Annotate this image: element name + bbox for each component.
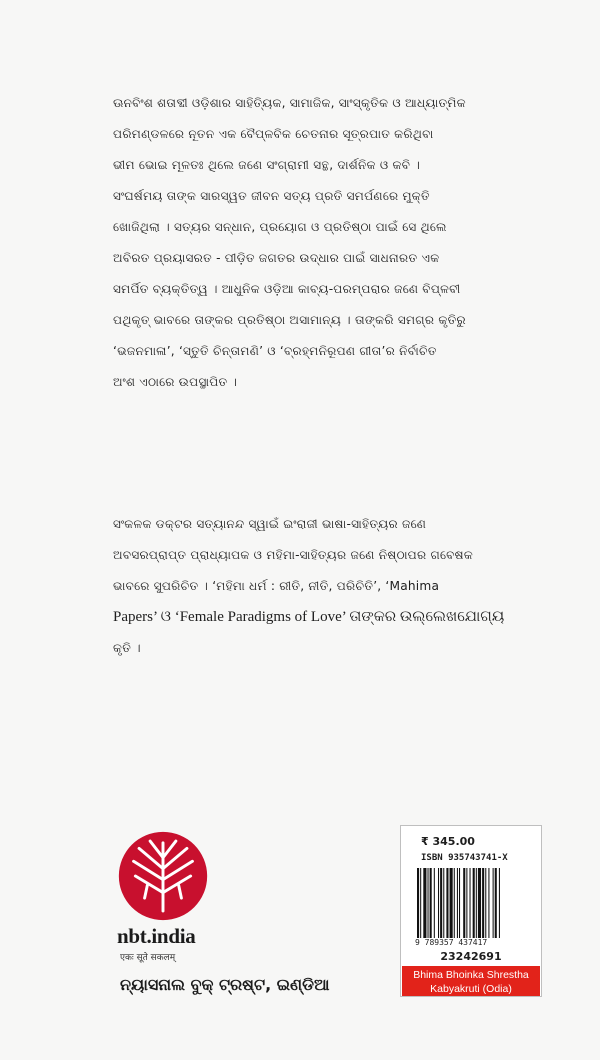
blurb-line: ପରିମଣ୍ଡଳରେ ନୂତନ ଏକ ବୈପ୍ଳବିକ ଚେତନାର ସୂତ୍ରପାତ କରିଥିବା [113,127,434,141]
barcode-icon [417,868,527,938]
title-strip [402,966,540,996]
blurb-line: ପଥିକୃତ୍ ଭାବରେ ତାଙ୍କର ପ୍ରତିଷ୍ଠା ଅସାମାନ୍ୟ । ତାଙ୍କରି ସମଗ୍ର କୃତିରୁ [113,313,466,327]
blurb-line: ଭୀମ ଭୋଇ ମୂଳତଃ ଥିଲେ ଜଣେ ସଂଗ୍ରାମୀ ସନ୍ଥ, ଦାର୍ଶନିକ ଓ କବି । [113,158,421,172]
blurb-line: ସଂଘର୍ଷମୟ ତାଙ୍କ ସାରସ୍ୱତ ଜୀବନ ସତ୍ୟ ପ୍ରତି ସମର୍ପଣରେ ମୁକ୍ତି [113,189,430,203]
book-code: 23242691 [440,950,502,963]
publisher-tagline: एकः सूते सकलम् [120,953,176,963]
blurb-paragraph [113,88,523,398]
compiler-line: ଭାବରେ ସୁପରିଚିତ । ‘ମହିମା ଧର୍ମ : ରୀତି, ନୀତି, ପରିଚିତି’, ‘Mahima [113,579,440,593]
blurb-line: ସମର୍ପିତ ବ୍ୟକ୍ତିତ୍ୱ । ଆଧୁନିକ ଓଡ଼ିଆ କାବ୍ୟ-ପରମ୍ପରାର ଜଣେ ବିପ୍ଳବୀ [113,282,461,296]
compiler-line: ଅବସରପ୍ରାପ୍ତ ପ୍ରାଧ୍ୟାପକ ଓ ମହିମା-ସାହିତ୍ୟର ଜଣେ ନିଷ୍ଠାପର ଗବେଷକ [113,548,474,562]
publisher-name: ନ୍ୟାସନାଲ ବୁକ୍ ଟ୍ରଷ୍ଟ, ଇଣ୍ଡିଆ [120,975,330,994]
barcode-digits: 9 789357 437417 [415,938,488,947]
price-label: ₹ 345.00 [421,835,475,848]
publisher-brand: nbt.india [117,924,196,948]
compiler-line: କୃତି । [113,641,141,655]
title-strip-line: Kabyakruti (Odia) [430,983,512,995]
title-strip-line: Bhima Bhoinka Shrestha [413,969,529,981]
blurb-line: ଊନବିଂଶ ଶତାବ୍ଦୀ ଓଡ଼ିଶାର ସାହିତ୍ୟିକ, ସାମାଜିକ, ସାଂସ୍କୃତିକ ଓ ଆଧ୍ୟାତ୍ମିକ [113,96,466,110]
blurb-line: ଅଂଶ ଏଠାରେ ଉପସ୍ଥାପିତ । [113,375,238,389]
blurb-line: ଖୋଜିଥିଲା । ସତ୍ୟର ସନ୍ଧାନ, ପ୍ରୟୋଗ ଓ ପ୍ରତିଷ୍ଠା ପାଇଁ ସେ ଥିଲେ [113,220,447,234]
compiler-line: Papers’ ଓ ‘Female Paradigms of Love’ ତାଙ୍କର ଉଲ୍ଲେଖଯୋଗ୍ୟ [113,609,505,625]
blurb-line: ଅବିରତ ପ୍ରୟାସରତ - ପୀଡ଼ିତ ଜଗତର ଉଦ୍ଧାର ପାଇଁ ସାଧନାରତ ଏକ [113,251,440,265]
price-sticker [400,825,542,997]
compiler-line: ସଂକଳକ ଡକ୍ଟର ସତ୍ୟାନନ୍ଦ ସ୍ୱାଇଁ ଇଂରାଜୀ ଭାଷା-ସାହିତ୍ୟର ଜଣେ [113,517,427,531]
blurb-line: ‘ଭଜନମାଳା’, ‘ସ୍ତୁତି ଚିନ୍ତାମଣି’ ଓ ‘ବ୍ରହ୍ମନିରୂପଣ ଗୀତା’ର ନିର୍ବାଚିତ [113,344,437,358]
compiler-paragraph [113,509,523,664]
isbn-label: ISBN 935743741-X [421,853,508,863]
nbt-tree-logo-icon [117,830,209,922]
